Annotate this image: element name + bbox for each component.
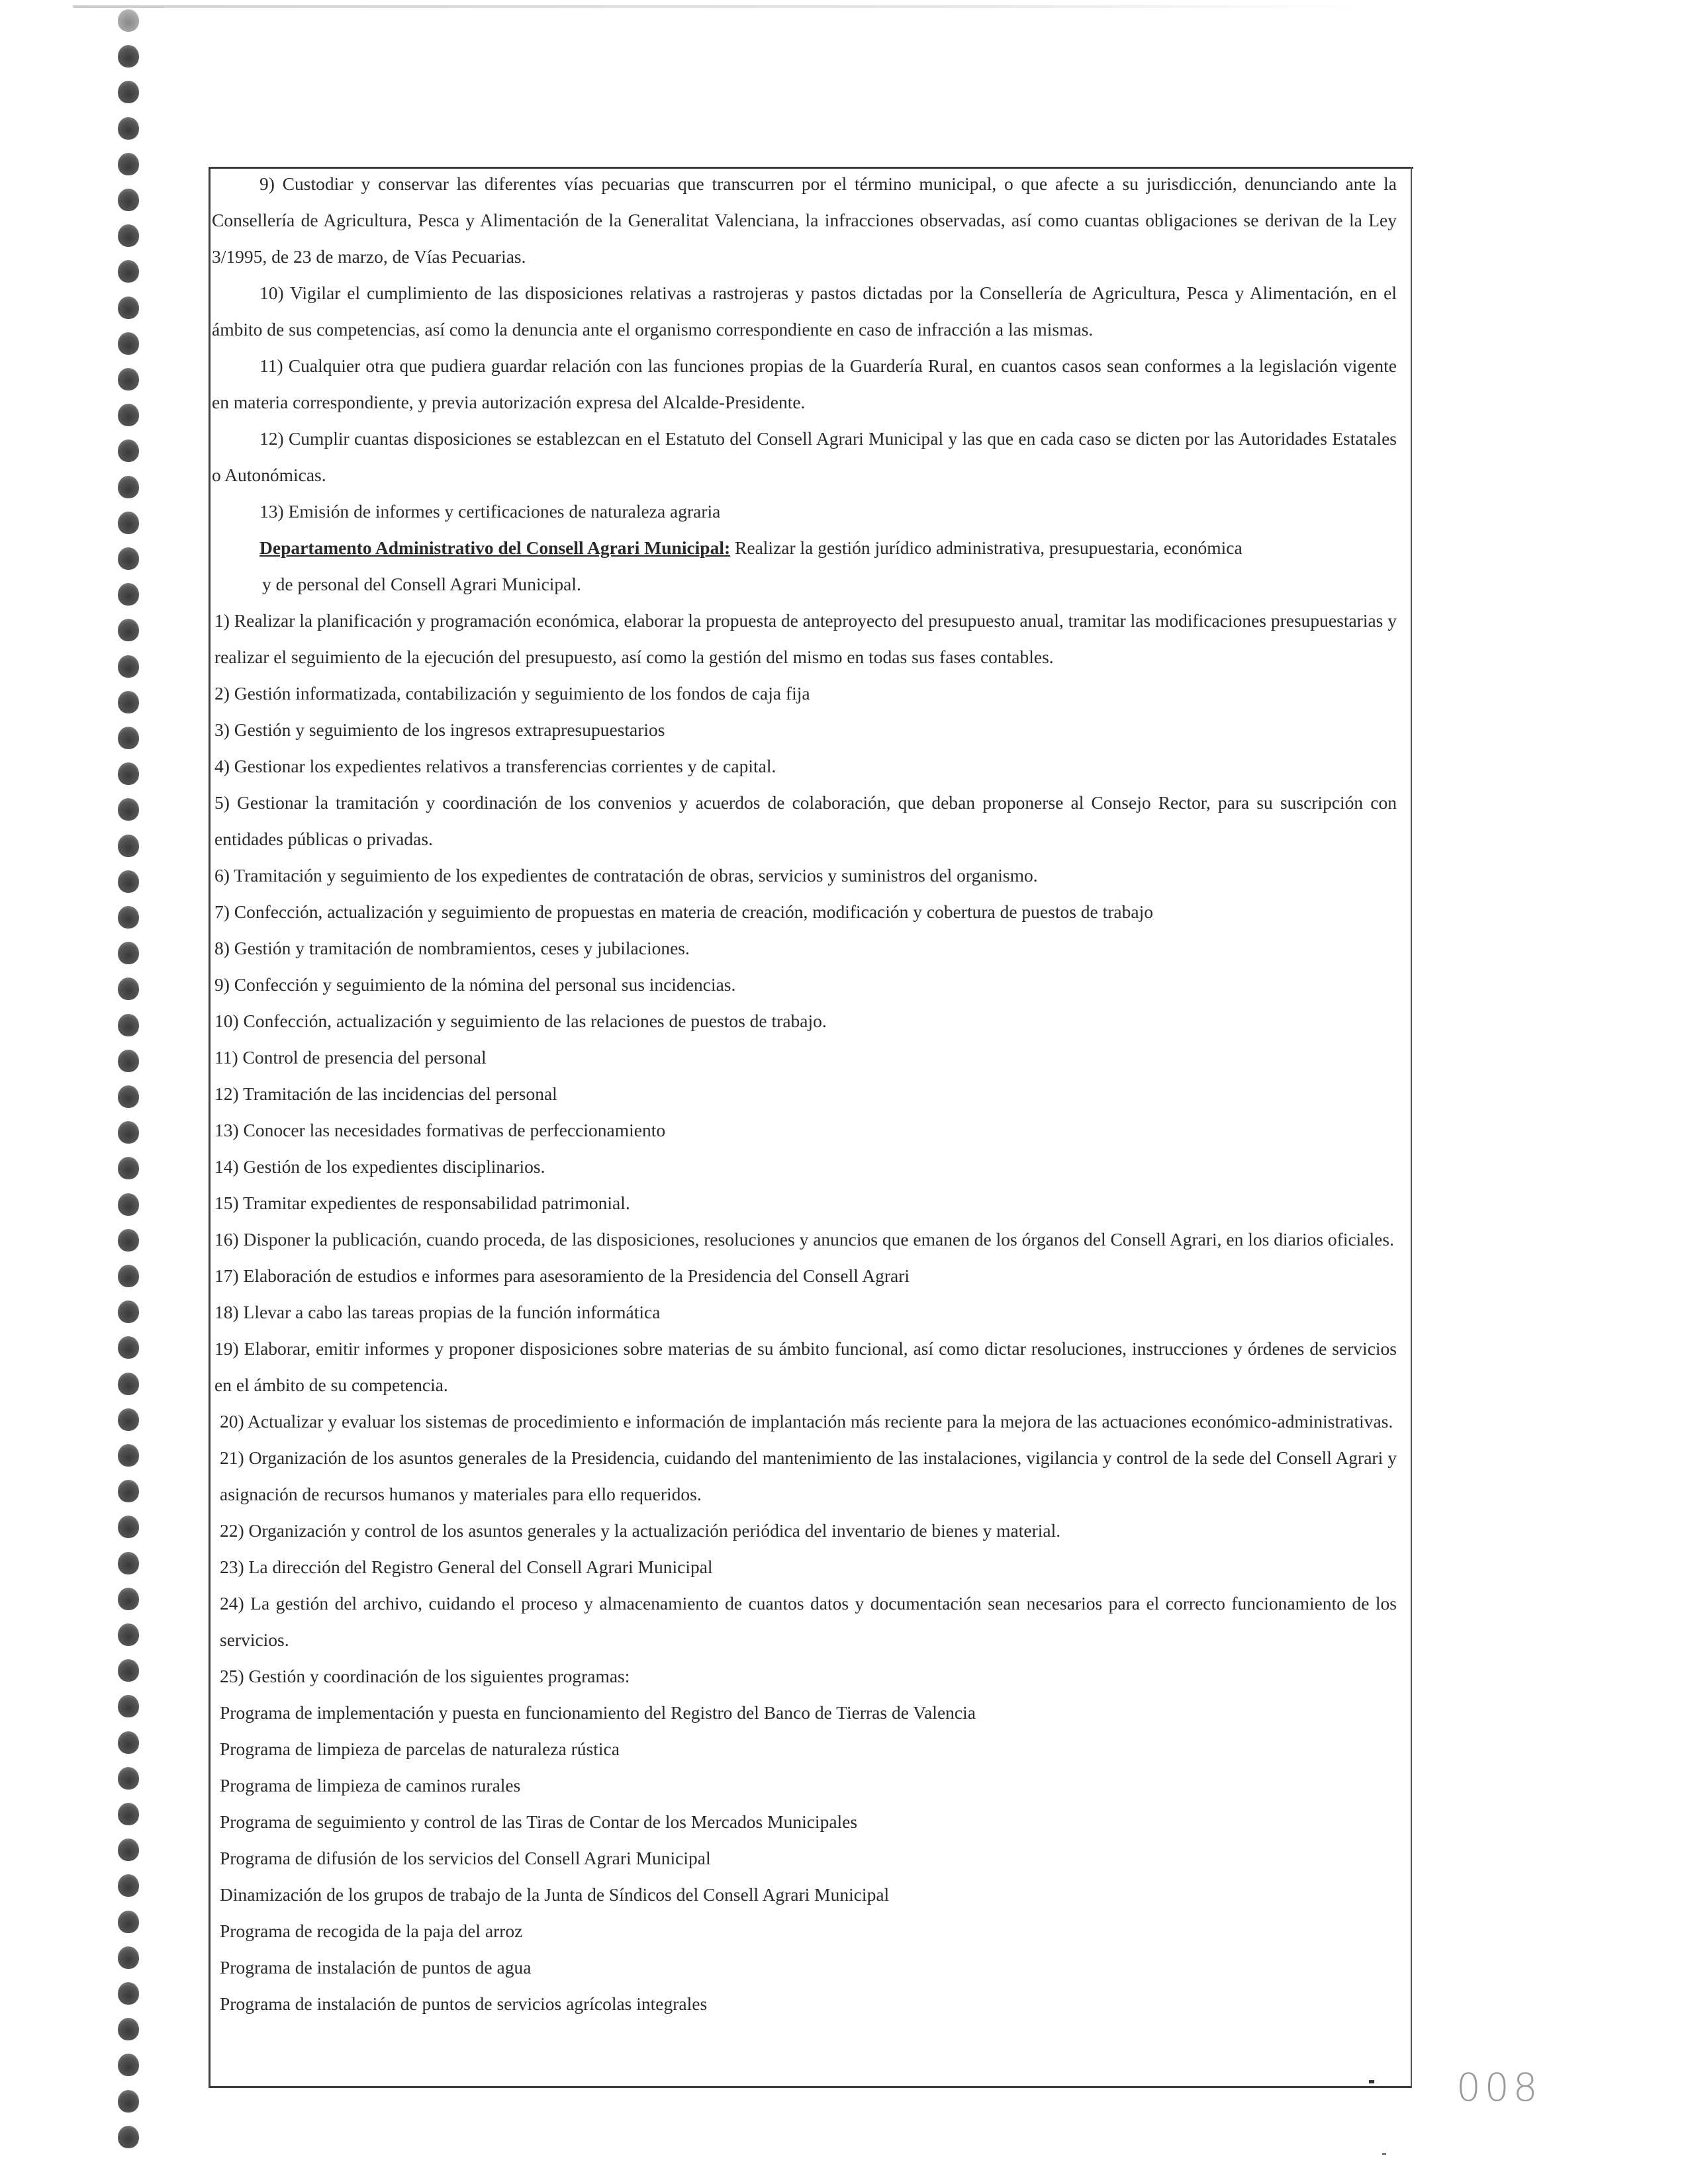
binder-hole — [118, 1803, 139, 1825]
function-item: 13) Conocer las necesidades formativas de perfeccionamiento — [214, 1120, 666, 1140]
program-item: Programa de limpieza de parcelas de naturaleza rústica — [220, 1739, 620, 1759]
program-item: Programa de limpieza de caminos rurales — [220, 1775, 521, 1796]
binder-hole — [118, 1588, 139, 1610]
scan-top-edge — [73, 5, 1357, 8]
binder-holes — [118, 0, 142, 2184]
program-item: Programa de recogida de la paja del arroz — [220, 1921, 523, 1941]
function-item: 19) Elaborar, emitir informes y proponer disposiciones sobre materias de su ámbito funcional, así como dictar resoluciones, instrucciones y órdenes de servicios en el ámbito de su competencia. — [214, 1338, 1397, 1395]
binder-hole — [118, 153, 139, 175]
binder-hole — [118, 1085, 139, 1108]
binder-hole — [118, 1229, 139, 1251]
binder-hole — [118, 45, 139, 68]
function-item: 11) Control de presencia del personal — [214, 1047, 487, 1068]
binder-hole — [118, 2090, 139, 2113]
department-continuation: y de personal del Consell Agrari Municipal. — [262, 574, 581, 594]
binder-hole — [118, 942, 139, 964]
function-item: 25) Gestión y coordinación de los siguientes programas: — [220, 1666, 630, 1686]
binder-hole — [118, 1014, 139, 1036]
program-item: Programa de difusión de los servicios del Consell Agrari Municipal — [220, 1848, 711, 1868]
binder-hole — [118, 1731, 139, 1754]
paragraph-12: 12) Cumplir cuantas disposiciones se establezcan en el Estatuto del Consell Agrari Municipal y las que en cada caso se dicten por las Autoridades Estatales o Autonómicas. — [212, 428, 1397, 485]
paragraph-11: 11) Cualquier otra que pudiera guardar relación con las funciones propias de la Guardería Rural, en cuantos casos sean conformes a la legislación vigente en materia correspondiente, y previa autorización expresa del Alcalde-Presidente. — [212, 355, 1397, 412]
binder-hole — [118, 332, 139, 355]
function-item: 4) Gestionar los expedientes relativos a transferencias corrientes y de capital. — [214, 756, 776, 776]
program-item: Programa de seguimiento y control de las Tiras de Contar de los Mercados Municipales — [220, 1811, 858, 1832]
function-item: 1) Realizar la planificación y programación económica, elaborar la propuesta de anteproyecto del presupuesto anual, tramitar las modificaciones presupuestarias y realizar el seguimiento de la ejecución del presupuesto, así como la gestión del mismo en todas sus fases contables. — [214, 610, 1397, 667]
program-item: Programa de implementación y puesta en funcionamiento del Registro del Banco de Tierras de Valencia — [220, 1702, 976, 1723]
program-item: Dinamización de los grupos de trabajo de la Junta de Síndicos del Consell Agrari Municipal — [220, 1884, 890, 1905]
binder-hole — [118, 547, 139, 570]
binder-hole — [118, 583, 139, 606]
function-item: 2) Gestión informatizada, contabilización y seguimiento de los fondos de caja fija — [214, 683, 810, 704]
binder-hole — [118, 296, 139, 319]
binder-hole — [118, 2126, 139, 2148]
binder-hole — [118, 512, 139, 534]
function-item: 5) Gestionar la tramitación y coordinación de los convenios y acuerdos de colaboración, que deban proponerse al Consejo Rector, para su suscripción con entidades públicas o privadas. — [214, 792, 1397, 849]
binder-hole — [118, 9, 139, 32]
binder-hole — [118, 1480, 139, 1502]
function-item: 12) Tramitación de las incidencias del personal — [214, 1083, 557, 1104]
scan-mark — [1369, 2080, 1374, 2083]
binder-hole — [118, 1050, 139, 1072]
binder-hole — [118, 1911, 139, 1933]
function-item: 22) Organización y control de los asuntos generales y la actualización periódica del inventario de bienes y material. — [220, 1520, 1061, 1541]
binder-hole — [118, 476, 139, 498]
function-item: 18) Llevar a cabo las tareas propias de la función informática — [214, 1302, 661, 1322]
binder-hole — [118, 1516, 139, 1538]
function-item: 16) Disponer la publicación, cuando proceda, de las disposiciones, resoluciones y anuncios que emanen de los órganos del Consell Agrari, en los diarios oficiales. — [214, 1229, 1394, 1250]
function-item: 10) Confección, actualización y seguimiento de las relaciones de puestos de trabajo. — [214, 1011, 827, 1031]
program-item: Programa de instalación de puntos de servicios agrícolas integrales — [220, 1993, 708, 2014]
binder-hole — [118, 978, 139, 1000]
binder-hole — [118, 1444, 139, 1467]
function-item: 3) Gestión y seguimiento de los ingresos extrapresupuestarios — [214, 719, 665, 740]
binder-hole — [118, 1839, 139, 1861]
function-item: 15) Tramitar expedientes de responsabilidad patrimonial. — [214, 1193, 630, 1213]
binder-hole — [118, 655, 139, 678]
scan-mark — [1382, 2153, 1386, 2155]
function-item: 14) Gestión de los expedientes disciplinarios. — [214, 1156, 545, 1177]
binder-hole — [118, 870, 139, 893]
binder-hole — [118, 1552, 139, 1574]
binder-hole — [118, 260, 139, 283]
binder-hole — [118, 189, 139, 211]
department-heading — [212, 529, 1397, 566]
binder-hole — [118, 762, 139, 785]
binder-hole — [118, 224, 139, 247]
binder-hole — [118, 1623, 139, 1646]
binder-hole — [118, 1408, 139, 1431]
function-item: 20) Actualizar y evaluar los sistemas de procedimiento e información de implantación más reciente para la mejora de las actuaciones económico-administrativas. — [220, 1411, 1393, 1432]
binder-hole — [118, 404, 139, 426]
binder-hole — [118, 1300, 139, 1323]
binder-hole — [118, 1874, 139, 1897]
function-item: 7) Confección, actualización y seguimiento de propuestas en materia de creación, modificación y cobertura de puestos de trabajo — [214, 901, 1153, 922]
binder-hole — [118, 1193, 139, 1216]
binder-hole — [118, 1946, 139, 1969]
binder-hole — [118, 1659, 139, 1682]
binder-hole — [118, 368, 139, 390]
binder-hole — [118, 1695, 139, 1717]
function-item: 17) Elaboración de estudios e informes para asesoramiento de la Presidencia del Consell Agrari — [214, 1265, 910, 1286]
page-number: 008 — [1456, 2065, 1542, 2110]
programs-list — [212, 1694, 1397, 2022]
binder-hole — [118, 439, 139, 462]
department-title: Departamento Administrativo del Consell Agrari Municipal: — [259, 537, 731, 558]
binder-hole — [118, 2018, 139, 2040]
function-item: 21) Organización de los asuntos generales de la Presidencia, cuidando del mantenimiento de las instalaciones, vigilancia y control de la sede del Consell Agrari y asignación de recursos humanos y materiales para ello requeridos. — [220, 1447, 1397, 1504]
binder-hole — [118, 2054, 139, 2076]
paragraph-10: 10) Vigilar el cumplimiento de las disposiciones relativas a rastrojeras y pastos dictadas por la Consellería de Agricultura, Pesca y Alimentación, en el ámbito de sus competencias, así como la denuncia ante el organismo correspondiente en caso de infracción a las mismas. — [212, 283, 1397, 340]
paragraph-9: 9) Custodiar y conservar las diferentes vías pecuarias que transcurren por el término municipal, o que afecte a su jurisdicción, denunciando ante la Consellería de Agricultura, Pesca y Alimentación de la Generalitat Valenciana, la infracciones observadas, así como cuantas obligaciones se derivan de la Ley 3/1995, de 23 de marzo, de Vías Pecuarias. — [212, 173, 1397, 267]
binder-hole — [118, 1373, 139, 1395]
function-item: 6) Tramitación y seguimiento de los expedientes de contratación de obras, servicios y suministros del organismo. — [214, 865, 1038, 886]
binder-hole — [118, 1982, 139, 2005]
function-item: 24) La gestión del archivo, cuidando el proceso y almacenamiento de cuantos datos y documentación sean necesarios para el correcto funcionamiento de los servicios. — [220, 1593, 1397, 1650]
document-body — [212, 165, 1397, 2022]
function-item: 23) La dirección del Registro General del Consell Agrari Municipal — [220, 1557, 713, 1577]
function-item: 9) Confección y seguimiento de la nómina del personal sus incidencias. — [214, 974, 736, 995]
binder-hole — [118, 81, 139, 103]
binder-hole — [118, 835, 139, 857]
binder-hole — [118, 117, 139, 140]
binder-hole — [118, 1265, 139, 1287]
paragraph-13: 13) Emisión de informes y certificaciones de naturaleza agraria — [259, 501, 721, 522]
binder-hole — [118, 798, 139, 821]
binder-hole — [118, 906, 139, 929]
binder-hole — [118, 1767, 139, 1790]
program-item: Programa de instalación de puntos de agua — [220, 1957, 532, 1978]
binder-hole — [118, 691, 139, 713]
binder-hole — [118, 1157, 139, 1179]
binder-hole — [118, 727, 139, 749]
department-description: Realizar la gestión jurídico administrativa, presupuestaria, económica — [730, 537, 1243, 558]
functions-list — [212, 602, 1397, 1694]
binder-hole — [118, 1336, 139, 1359]
function-item: 8) Gestión y tramitación de nombramientos, ceses y jubilaciones. — [214, 938, 690, 958]
binder-hole — [118, 1121, 139, 1144]
binder-hole — [118, 619, 139, 641]
